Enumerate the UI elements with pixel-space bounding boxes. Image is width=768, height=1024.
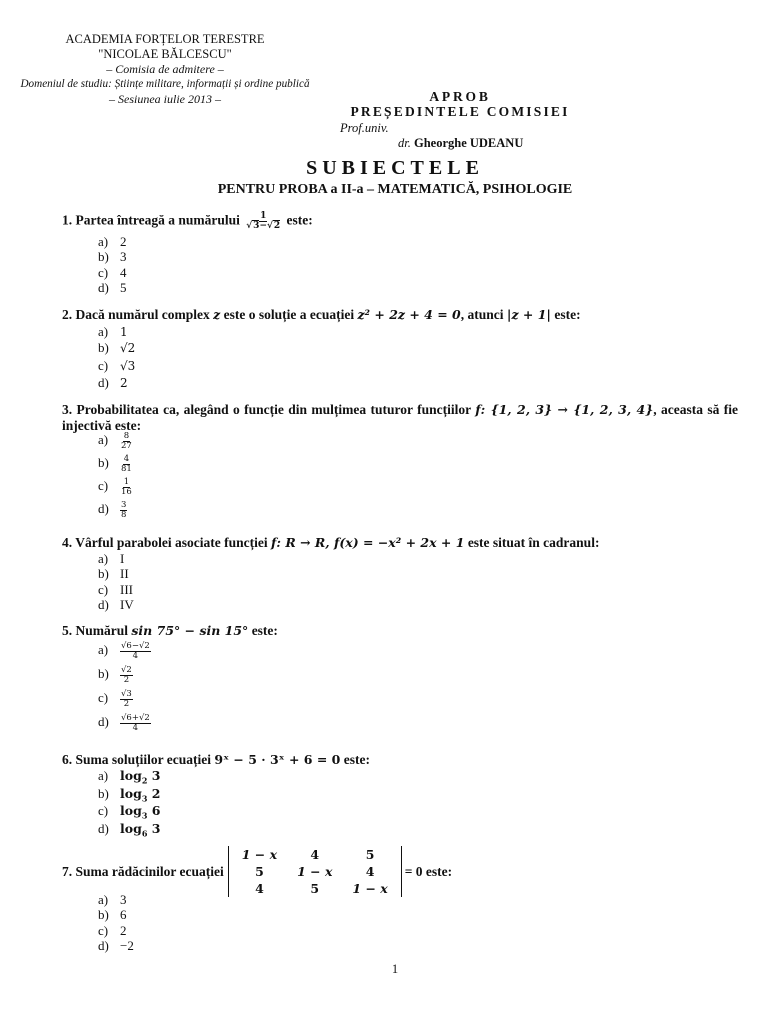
answer-option[interactable]: b) 6 [98,907,127,923]
answers-7 [98,892,134,953]
approval-signatory [398,136,523,151]
answer-option[interactable]: b) $\log_3 2$ [98,785,161,803]
answer-option[interactable]: c) $\frac{√3}{2}$ [98,689,132,709]
answers-2 [98,324,135,390]
answers-5 [98,642,151,738]
answer-option[interactable]: b) √2 [98,340,136,355]
question-7: 7. Suma rădăcinilor ecuației 1 − x 4 5 5 1 − x 4 4 5 1 − x = 0 este: [62,846,453,896]
answers-6 [98,768,160,838]
academy-title: "NICOLAE BĂLCESCU" [98,47,232,61]
approval-name: Gheorghe UDEANU [413,136,524,150]
approval-dr: dr. [398,136,411,150]
answer-option[interactable]: c) III [98,581,133,597]
page-title: SUBIECTELE [306,157,484,179]
institution-header [0,32,330,107]
question-6: 6. Suma soluțiilor ecuației 9ˣ − 5 · 3ˣ + 6 = 0 este: [62,752,370,767]
answer-option[interactable]: c) $\frac{1}{16}$ [98,477,132,497]
question-fraction: $\frac{1}{√3-√2}$ [246,211,281,231]
answer-option[interactable]: c) √3 [98,358,136,373]
answer-option[interactable]: d) $\frac{√6+√2}{4}$ [98,713,150,733]
question-4: 4. Vârful parabolei asociate funcției f: R → R, f(x) = −x² + 2x + 1 este situat în cadranul: [62,535,600,550]
study-domain: Domeniul de studiu: Științe militare, informații și ordine publică [20,78,310,90]
academy-name: ACADEMIA FORȚELOR TERESTRE [65,32,265,46]
answer-option[interactable]: d) $\log_6 3$ [98,820,161,838]
answer-option[interactable]: a) 2 [98,234,127,249]
question-1 [62,212,738,231]
question-text: este: [286,212,313,228]
question-2: 2. Dacă numărul complex z este o soluție a ecuației z² + 2z + 4 = 0, atunci |z + 1| este: [62,307,581,322]
approval-heading: APROB [429,89,491,104]
answer-option[interactable]: b) 3 [98,249,127,265]
answer-option[interactable]: a) I [98,551,125,566]
page-subtitle: PENTRU PROBA a II-a – MATEMATICĂ, PSIHOLOGIE [217,182,573,197]
answer-option[interactable]: c) $\log_3 6$ [98,803,161,821]
question-5: 5. Numărul sin 75° − sin 15° este: [62,623,278,638]
answer-option[interactable]: d) 5 [98,279,127,295]
session-label: – Sesiunea iulie 2013 – [109,92,221,106]
determinant: 1 − x 4 5 5 1 − x 4 4 5 1 − x [228,846,402,897]
answer-option[interactable]: a) $\frac{8}{27}$ [98,431,132,451]
answer-option[interactable]: a) 1 [98,324,128,339]
answers-1 [98,234,127,295]
approval-president: PREȘEDINTELE COMISIEI [350,104,570,119]
answer-option[interactable]: d) $\frac{3}{8}$ [98,500,127,520]
answer-option[interactable]: a) $\log_2 3$ [98,768,161,786]
answer-option[interactable]: c) 2 [98,922,127,938]
answers-3 [98,432,133,524]
question-3: 3. Probabilitatea ca, alegând o funcție din mulțimea tuturor funcțiilor f: {1, 2, 3} → {1, 2, 3, 4}, aceasta să fie injectivă este: [62,402,739,433]
question-text: 1. Partea întreagă a numărului [62,212,240,228]
answer-option[interactable]: d) −2 [98,937,134,953]
commission-label: – Comisia de admitere – [106,62,224,76]
answer-option[interactable]: d) 2 [98,375,128,390]
page-number: 1 [391,962,399,976]
answer-option[interactable]: a) $\frac{√6-√2}{4}$ [98,641,150,661]
answer-option[interactable]: b) $\frac{4}{81}$ [98,454,132,474]
answer-option[interactable]: a) 3 [98,892,127,907]
answer-option[interactable]: b) $\frac{√2}{2}$ [98,665,132,685]
answers-4 [98,551,134,612]
answer-option[interactable]: d) IV [98,596,134,612]
approval-prof: Prof.univ. [340,121,389,135]
answer-option[interactable]: c) 4 [98,264,127,280]
answer-option[interactable]: b) II [98,566,129,582]
